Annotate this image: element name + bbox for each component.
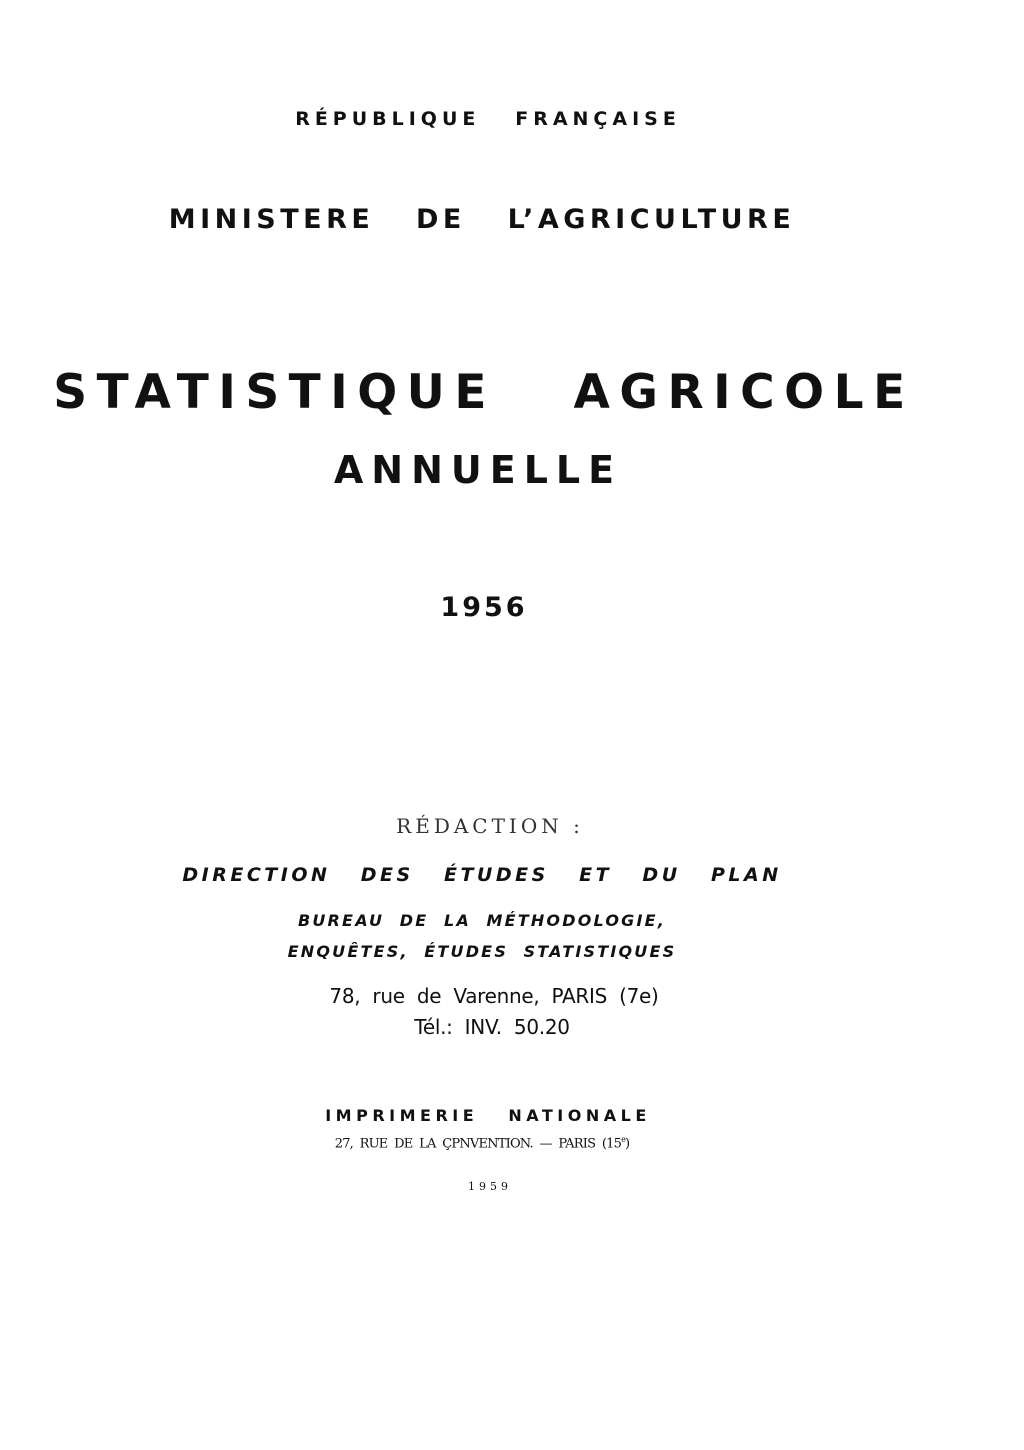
ministere-heading: MINISTERE DE L’AGRICULTURE: [168, 204, 796, 235]
document-title: STATISTIQUE AGRICOLE: [53, 365, 915, 420]
redaction-telephone: Tél.: INV. 50.20: [414, 1015, 570, 1039]
bureau-line: BUREAU DE LA MÉTHODOLOGIE,: [297, 911, 667, 930]
printer-address-main: 27, RUE DE LA ÇPNVENTION. — PARIS (15: [334, 1136, 622, 1152]
enquetes-line: ENQUÊTES, ÉTUDES STATISTIQUES: [287, 942, 677, 961]
printer-address-superscript: e: [621, 1135, 625, 1144]
printer-address-end: ): [625, 1136, 630, 1152]
republique-francaise-heading: RÉPUBLIQUE FRANÇAISE: [295, 108, 681, 130]
redaction-address: 78, rue de Varenne, PARIS (7e): [329, 984, 659, 1008]
direction-line: DIRECTION DES ÉTUDES ET DU PLAN: [182, 864, 782, 886]
document-year: 1956: [440, 592, 528, 623]
printer-name: IMPRIMERIE NATIONALE: [325, 1106, 651, 1125]
printer-address: [0, 1135, 994, 1151]
redaction-label: RÉDACTION :: [396, 814, 584, 838]
print-year: 1959: [468, 1180, 512, 1193]
document-subtitle: ANNUELLE: [333, 448, 623, 492]
